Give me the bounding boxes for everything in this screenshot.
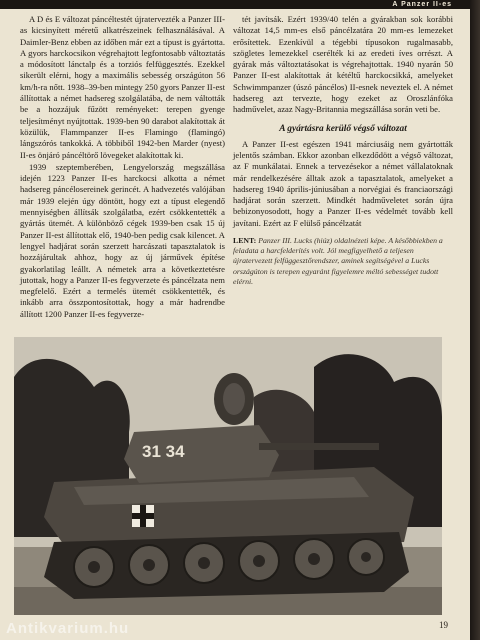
hatch-inner	[223, 383, 245, 415]
turret-number-marking: 31 34	[142, 442, 185, 461]
wheel-hub-2	[143, 559, 155, 571]
wheel-hub-4	[253, 555, 265, 567]
cross-emblem	[132, 505, 154, 527]
right-text-column	[233, 14, 453, 287]
left-text-column	[20, 14, 225, 320]
wheel-hub-6	[361, 552, 371, 562]
wheel-hub-1	[88, 561, 100, 573]
tank-photograph	[14, 337, 442, 615]
caption-lead: LENT:	[233, 236, 257, 246]
left-paragraph-2: 1939 szeptemberében, Lengyelország megszállása idején 1223 Panzer II-es harckocsi alkotta a német hadsereg páncélosereinek gerincét. A hadvezetés valójában már 1939 elején úgy döntött, hogy ezt a típust elegendő mennyiségben állítsák szolgálatba, ezért csökkentették a gyártás ütemét. A különböző cégek 1939-ben csak 15 új Panzer II-est állítottak elő, 1940-ben pedig csak kilencet. A lengyel hadjárat során szerzett harcászati tapasztalatok is hozzájárultak ahhoz, hogy az új járművek építése gyakorlatilag leállt. A németek arra a következtetésre jutottak, hogy a Panzer II-es fegyverzete és páncélzata nem megfelelő. Ezért a termelés ütemét csökkentették, és inkább arra összpontosítottak, hogy a már hadrendbe állított 1200 Panzer II-es fegyverze-	[20, 161, 225, 319]
wheel-hub-5	[308, 553, 320, 565]
section-heading: A gyártásra kerülő végső változat	[279, 123, 407, 134]
book-spine-shadow	[470, 0, 480, 640]
tank-gun-barrel	[259, 443, 379, 450]
wheel-hub-3	[198, 557, 210, 569]
caption-text: Panzer III. Lucks (hiúz) oldalnézeti képe. A későbbiekben a feladata a harcfelderítés volt. Jól megfigyelhető a teljesen újratervezett felfüggesztőrendszer, aminek segítségével a Lucks országúton is terepen egyaránt figyelemre méltó sebességet tudott elérni.	[233, 236, 443, 286]
page-number: 19	[439, 620, 448, 630]
watermark-text: Antikvarium.hu	[6, 620, 130, 637]
running-header-title: A Panzer II-es	[392, 1, 452, 8]
running-header-bar	[0, 0, 470, 9]
right-paragraph-1: tét javítsák. Ezért 1939/40 telén a gyárakban sok korábbi változat 14,5 mm-es első páncélzatára 20 mm-es lemezeket erősítettek. Ezenkívül a tégebbi típusokon rugalmasabb, szögletes lemezekkel cserélték ki az eredeti íves orrészt. A gyárak más változtatásokat is végrehajtottak. 1940 nyarán 50 Panzer II-est alakítottak át kétéltű harckocsikká, amelyeket Schwimmpanzer (úszó páncélos) II-esnek neveztek el. A német hadsereg azt tervezte, hogy ezeket az Oroszlánfóka hadművelet, azaz Nagy-Britannia megszállása során veti be.	[233, 14, 453, 115]
right-section-paragraph-1: A Panzer II-est egészen 1941 márciusáig nem gyártották jelentős számban. Ekkor azonban elkezdődött a végső változat, az F munkálatai. Ennek a tervezésekor a német vállalatoknak már rendelkezésére álltak azok a tapasztalatok, amelyeket a hadsereg 1940 április-júniusában a norvégiai és franciaországi hadjárat során szerzett. Mindkét hadműveletet során újra bebizonyosodott, hogy a Panzer II-es védelmét tovább kell javítani. Ezért az F elülső páncélzatát	[233, 138, 453, 228]
tank-photo-illustration	[14, 337, 442, 615]
photo-caption	[233, 236, 453, 287]
left-paragraph-1: A D és E változat páncéltestét újratervezték a Panzer III-as kicsinyített méretű alkatrészeinek felhasználásával. A Daimler-Benz ebben az időben már ezt a típust is gyártotta. A gyors harckocsikon végrehajtott legfontosabb változtatás a módosított lánctalp és a torziós felfüggesztés. Ezekkel sikerült elérni, hogy a maximális sebesség országúton 56 km/h-ra nőtt. 1938–39-ben mintegy 250 gyors Panzer II-est állítottak a német hadsereg szolgálatába, de nem váltották be a hozzájuk fűzött reményeket: terepen gyenge teljesítményt nyújtottak. 1939-ben 90 darabot alakítottak át közülük, Flammpanzer II-es Flamingo (flamingó) lángszórós tankokká. A többiből 1942-ben Marder (nyest) II-es önjáró páncéltörő lövegeket alakítottak ki.	[20, 14, 225, 160]
